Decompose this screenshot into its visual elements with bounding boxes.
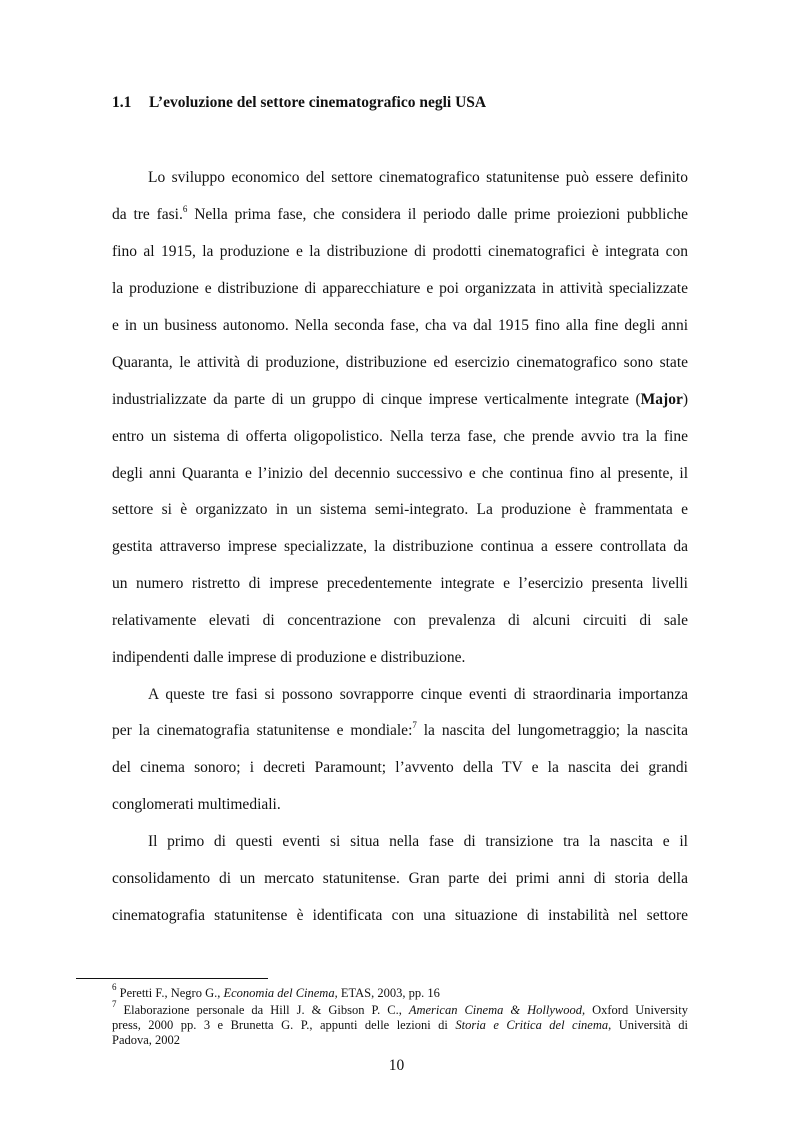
body-line: cinematografia statunitense è identificata con una situazione di instabilità nel settore	[112, 907, 688, 924]
body-line: Lo sviluppo economico del settore cinematografico statunitense può essere definito	[148, 169, 688, 186]
footnote-7-line-2: press, 2000 pp. 3 e Brunetta G. P., appunti delle lezioni di Storia e Critica del cinema, Università di	[112, 1018, 688, 1032]
footnote-ref-6[interactable]: 6	[182, 204, 188, 214]
body-line: consolidamento di un mercato statunitense. Gran parte dei primi anni di storia della	[112, 870, 688, 887]
body-line: un numero ristretto di imprese precedentemente integrate e l’esercizio presenta livelli	[112, 575, 688, 592]
footnote-separator	[76, 978, 268, 979]
major-term: Major	[640, 391, 683, 408]
page-number: 10	[388, 1057, 405, 1074]
footnote-6: $^6$ Peretti F., Negro G., Economia del Cinema, ETAS, 2003, pp. 16	[112, 982, 440, 1000]
body-line: Quaranta, le attività di produzione, distribuzione ed esercizio cinematografico sono state	[112, 354, 688, 371]
section-heading	[112, 94, 486, 112]
body-line: Il primo di questi eventi si situa nella fase di transizione tra la nascita e il	[148, 833, 688, 850]
body-line: industrializzate da parte di un gruppo di cinque imprese verticalmente integrate (Major)	[112, 391, 688, 408]
body-line: settore si è organizzato in un sistema semi-integrato. La produzione è frammentata e	[112, 501, 688, 518]
footnote-ref-7[interactable]: 7	[412, 720, 417, 730]
footnote-7: $^7$ Elaborazione personale da Hill J. & Gibson P. C., American Cinema & Hollywood, Oxford University	[112, 999, 688, 1017]
section-number: 1.1	[112, 94, 132, 111]
body-line: da tre fasi.$^6$ Nella prima fase, che considera il periodo dalle prime proiezioni pubbliche	[112, 204, 688, 223]
body-line: indipendenti dalle imprese di produzione e distribuzione.	[112, 649, 466, 666]
section-title: L’evoluzione del settore cinematografico negli USA	[149, 94, 487, 111]
body-line: la produzione e distribuzione di apparecchiature e poi organizzata in attività specializzate	[112, 280, 688, 297]
body-line: per la cinematografia statunitense e mondiale:$^7$ la nascita del lungometraggio; la nascita	[112, 720, 688, 739]
body-line: conglomerati multimediali.	[112, 796, 281, 813]
body-line: degli anni Quaranta e l’inizio del decennio successivo e che continua fino al presente, il	[112, 465, 688, 482]
body-line: fino al 1915, la produzione e la distribuzione di prodotti cinematografici è integrata con	[112, 243, 688, 260]
body-line: del cinema sonoro; i decreti Paramount; l’avvento della TV e la nascita dei grandi	[112, 759, 688, 776]
body-line: e in un business autonomo. Nella seconda fase, cha va dal 1915 fino alla fine degli anni	[112, 317, 688, 334]
body-line: entro un sistema di offerta oligopolistico. Nella terza fase, che prende avvio tra la fine	[112, 428, 688, 445]
body-line: A queste tre fasi si possono sovrapporre cinque eventi di straordinaria importanza	[148, 686, 688, 703]
body-line: gestita attraverso imprese specializzate, la distribuzione continua a essere controllata da	[112, 538, 688, 555]
footnote-7-line-3: Padova, 2002	[112, 1033, 181, 1047]
body-line: relativamente elevati di concentrazione con prevalenza di alcuni circuiti di sale	[112, 612, 688, 629]
